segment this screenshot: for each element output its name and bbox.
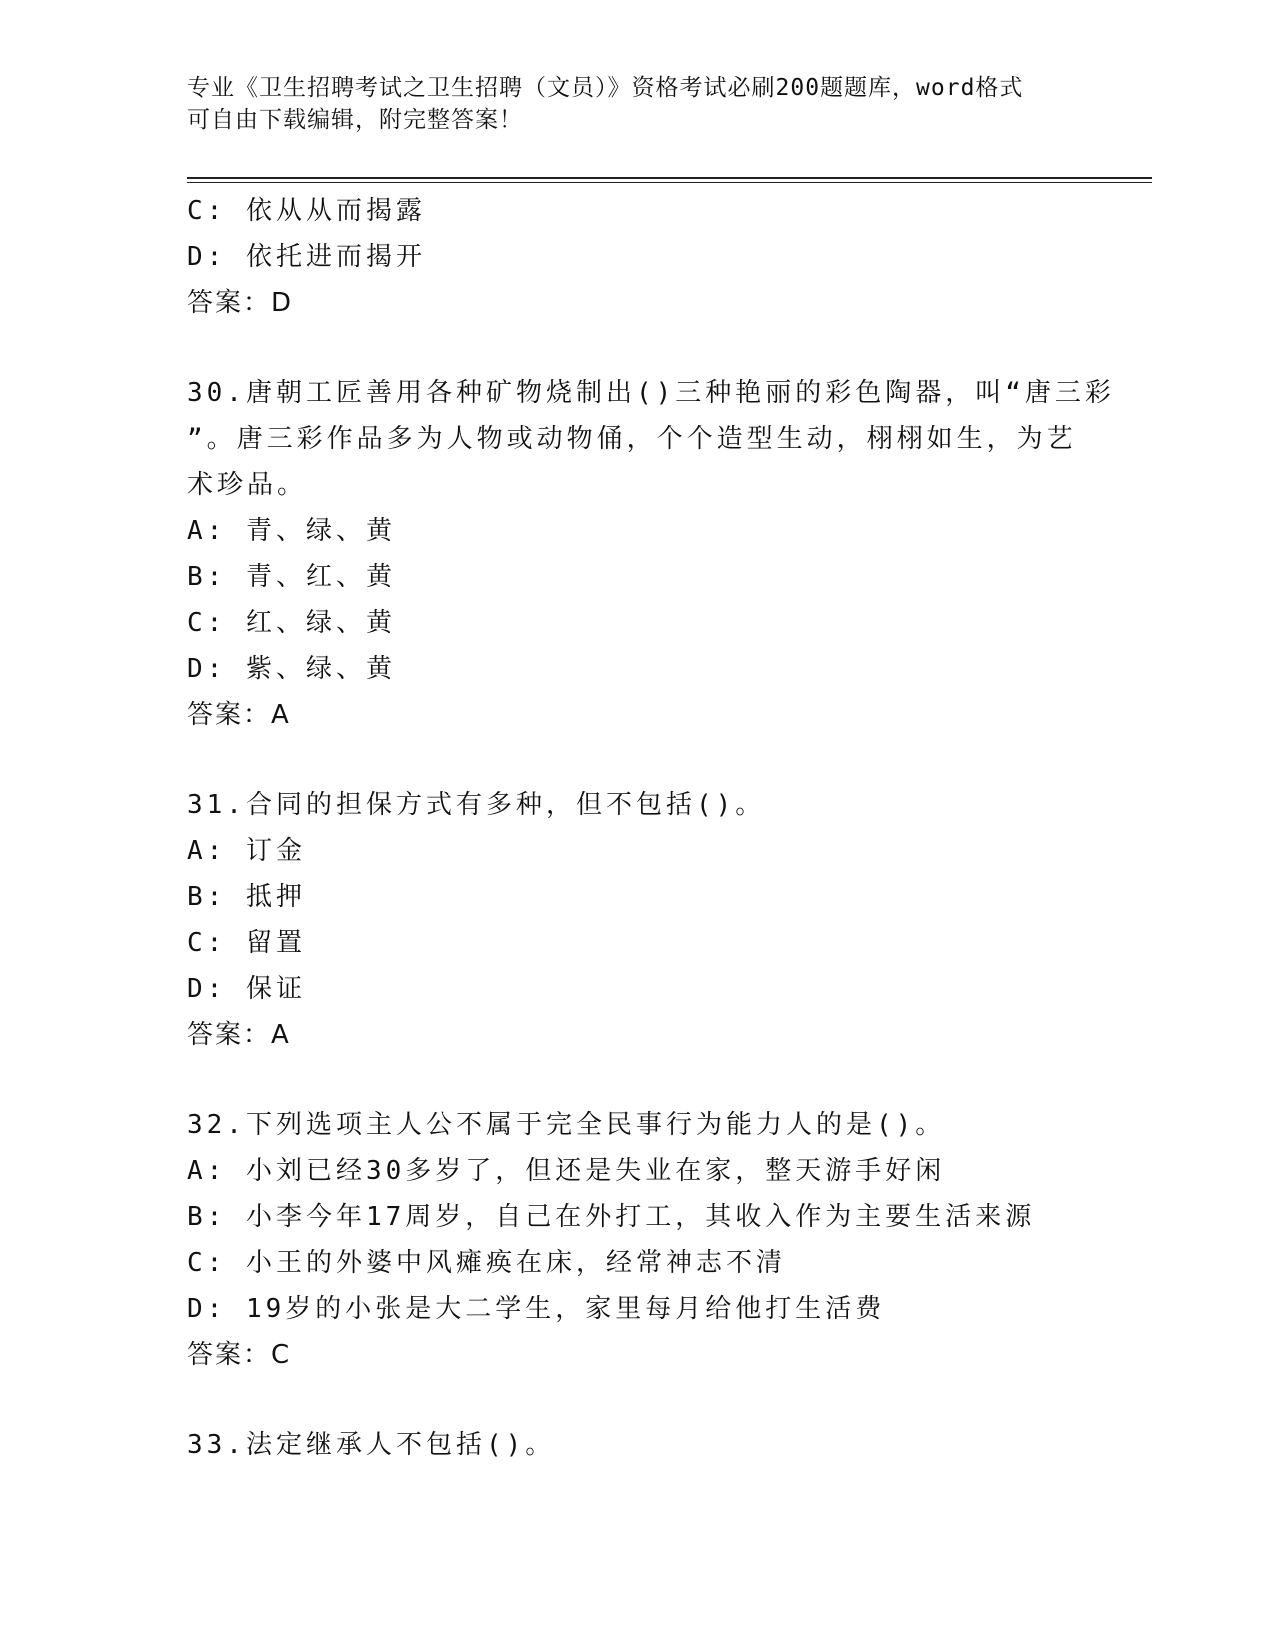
question-list xyxy=(187,188,1115,1468)
header-title-line-2: 可自由下载编辑，附完整答案！ xyxy=(187,107,523,133)
answer-line: 答案：A xyxy=(187,700,291,730)
option-b: B: 抵押 xyxy=(187,882,306,912)
question-stem-line-2: ”。唐三彩作品多为人物或动物俑，个个造型生动，栩栩如生，为艺 xyxy=(187,424,1077,454)
header-title-line-1: 专业《卫生招聘考试之卫生招聘（文员）》资格考试必刷200题题库，word格式 xyxy=(187,75,1024,101)
answer-line: 答案：A xyxy=(187,1020,291,1050)
document-header xyxy=(187,72,1067,136)
question-32 xyxy=(187,1102,1087,1378)
spacer xyxy=(187,326,1087,370)
question-stem: 31.合同的担保方式有多种，但不包括()。 xyxy=(187,790,766,820)
question-29-tail xyxy=(187,188,1087,326)
question-stem: 33.法定继承人不包括()。 xyxy=(187,1430,556,1460)
option-c: C: 留置 xyxy=(187,928,306,958)
option-a: A: 青、绿、黄 xyxy=(187,516,396,546)
question-31 xyxy=(187,782,1087,1058)
option-d: D: 19岁的小张是大二学生，家里每月给他打生活费 xyxy=(187,1294,886,1324)
answer-line: 答案：D xyxy=(187,288,294,318)
answer-line: 答案：C xyxy=(187,1340,292,1370)
option-b: B: 小李今年17周岁，自己在外打工，其收入作为主要生活来源 xyxy=(187,1202,1036,1232)
option-d: D: 保证 xyxy=(187,974,306,1004)
option-d: D: 依托进而揭开 xyxy=(187,242,426,272)
question-stem: 32.下列选项主人公不属于完全民事行为能力人的是()。 xyxy=(187,1110,946,1140)
spacer xyxy=(187,738,1087,782)
question-30 xyxy=(187,370,1115,738)
header-divider-thin xyxy=(187,182,1152,183)
spacer xyxy=(187,1378,1087,1422)
option-a: A: 订金 xyxy=(187,836,306,866)
option-d: D: 紫、绿、黄 xyxy=(187,654,396,684)
option-c: C: 红、绿、黄 xyxy=(187,608,396,638)
option-a: A: 小刘已经30多岁了，但还是失业在家，整天游手好闲 xyxy=(187,1156,946,1186)
header-divider-thick xyxy=(187,177,1152,179)
option-c: C: 小王的外婆中风瘫痪在床，经常神志不清 xyxy=(187,1248,786,1278)
option-b: B: 青、红、黄 xyxy=(187,562,396,592)
question-stem-line-3: 术珍品。 xyxy=(187,470,308,500)
spacer xyxy=(187,1058,1087,1102)
option-c: C: 依从从而揭露 xyxy=(187,196,426,226)
question-stem-line-1: 30.唐朝工匠善用各种矿物烧制出()三种艳丽的彩色陶器，叫“唐三彩 xyxy=(187,378,1115,408)
question-33 xyxy=(187,1422,1087,1468)
